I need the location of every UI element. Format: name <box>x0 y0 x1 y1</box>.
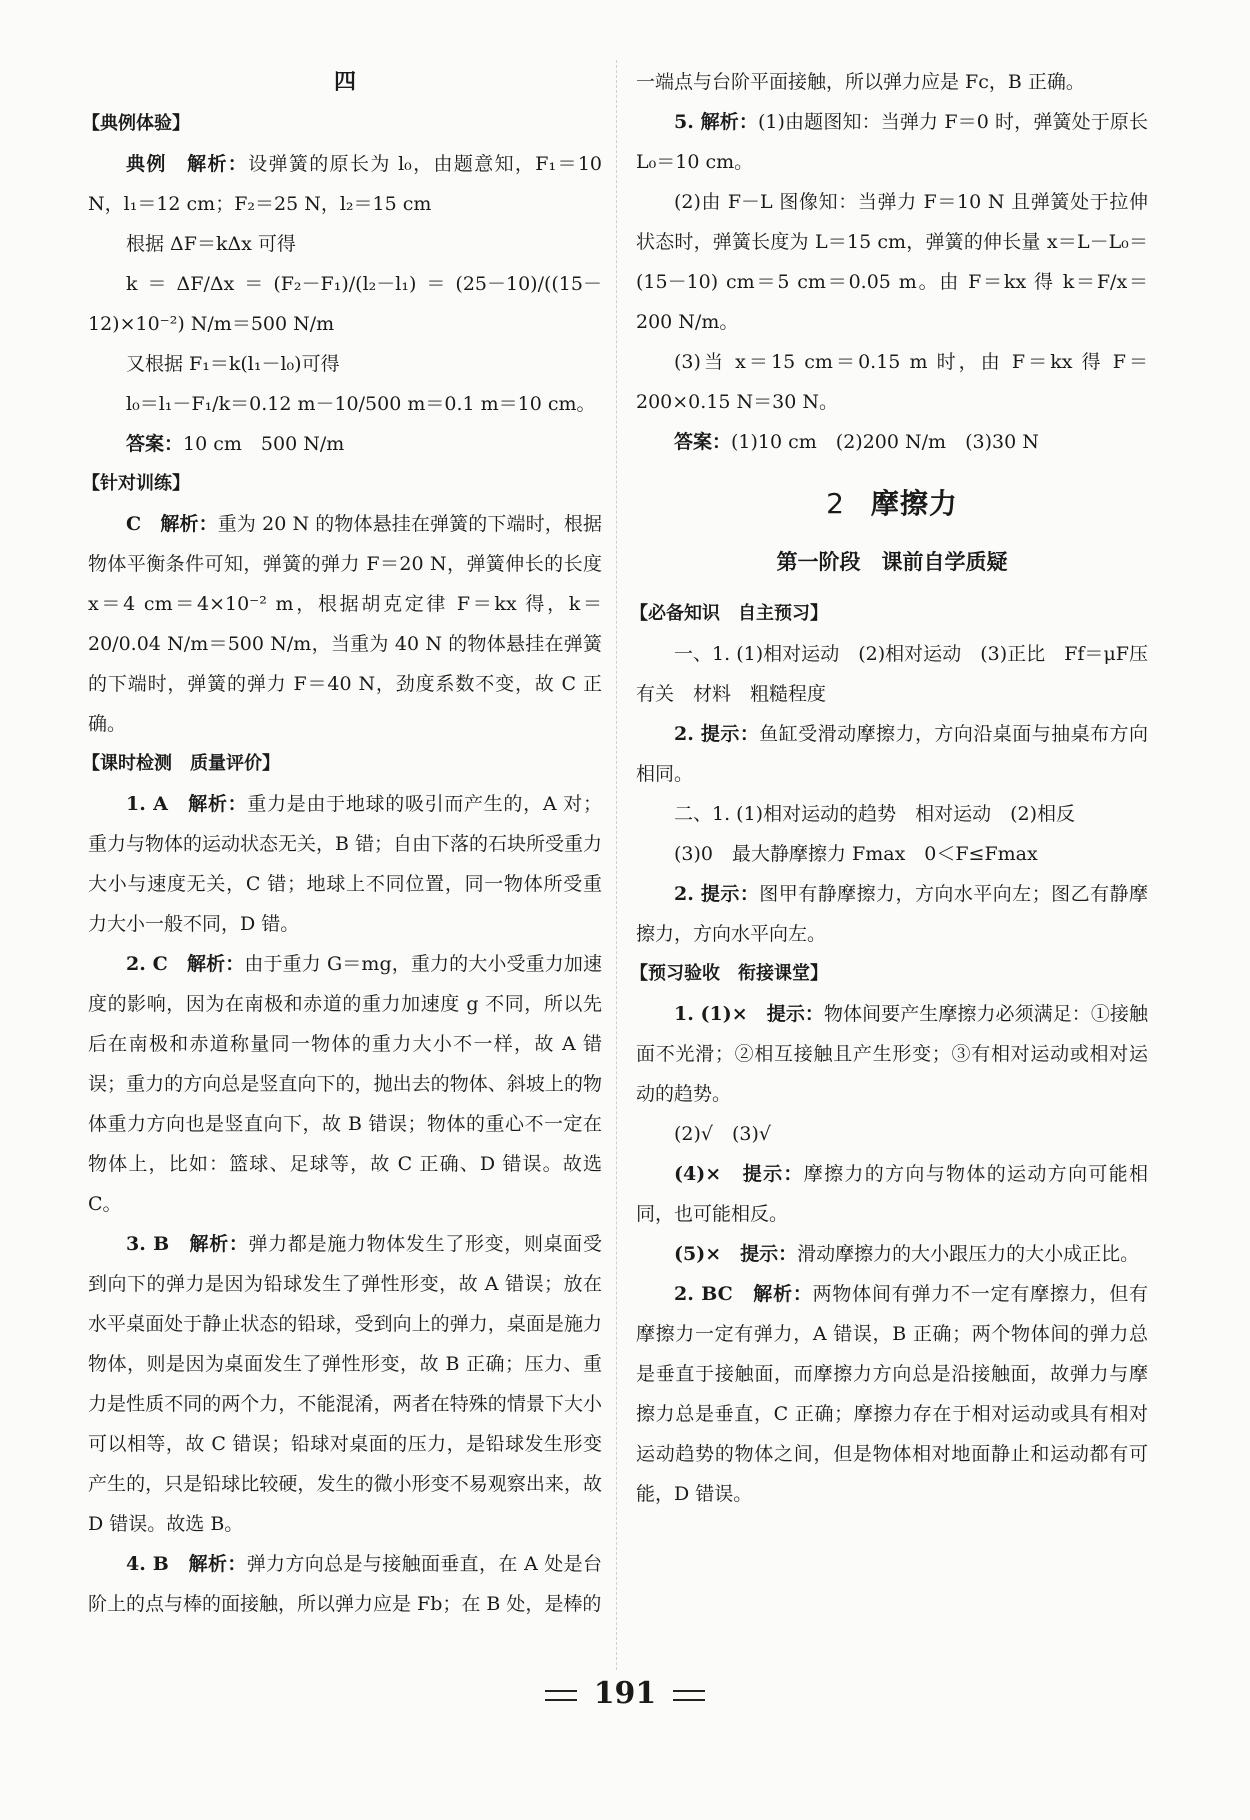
example-para-4: 又根据 F₁＝k(l₁－l₀)可得 <box>126 353 340 375</box>
knowledge-3: 二、1. (1)相对运动的趋势 相对运动 (2)相反 <box>674 803 1075 825</box>
preview-4: (5)× 提示：滑动摩擦力的大小跟压力的大小成正比。 <box>674 1243 1140 1265</box>
question-3: 3. B 解析：弹力都是施力物体发生了形变，则桌面受到向下的弹力是因为铅球发生了弹性形变，故 A 错误；放在水平桌面处于静止状态的铅球，受到向上的弹力，桌面是施力物体，则是因为桌面发生了弹性形变，故 B 正确；压力、重力是性质不同的两个力，不能混淆，两者在特殊的情景下大小可以相等，故 C 错误；铅球对桌面的压力，是铅球发生形变产生的，只是铅球比较硬，发生的微小形变不易观察出来，故 D 错误。故选 B。 <box>88 1233 602 1535</box>
heading-training: 【针对训练】 <box>82 473 190 494</box>
question-5-part-3: (3)当 x＝15 cm＝0.15 m 时，由 F＝kx 得 F＝200×0.15 N＝30 N。 <box>636 351 1148 413</box>
knowledge-4: (3)0 最大静摩擦力 Fmax 0＜F≤Fmax <box>674 843 1038 865</box>
question-5-part-1: 5. 解析：(1)由题图知：当弹力 F＝0 时，弹簧处于原长 L₀＝10 cm。 <box>636 111 1148 173</box>
question-1: 1. A 解析：重力是由于地球的吸引而产生的，A 对；重力与物体的运动状态无关，B 错；自由下落的石块所受重力大小与速度无关，C 错；地球上不同位置，同一物体所受重力大小一般不同，D 错。 <box>88 793 603 935</box>
question-2: 2. C 解析：由于重力 G＝mg，重力的大小受重力加速度的影响，因为在南极和赤道的重力加速度 g 不同，所以先后在南极和赤道称量同一物体的重力大小不一样，故 A 错误；重力的方向总是竖直向下的，抛出去的物体、斜坡上的物体重力方向也是竖直向下，故 B 错误；物体的重心不一定在物体上，比如：篮球、足球等，故 C 正确、D 错误。故选 C。 <box>88 953 602 1215</box>
example-answer: 答案：10 cm 500 N/m <box>126 433 345 455</box>
preview-3: (4)× 提示：摩擦力的方向与物体的运动方向可能相同，也可能相反。 <box>636 1163 1148 1225</box>
training-para: C 解析：重为 20 N 的物体悬挂在弹簧的下端时，根据物体平衡条件可知，弹簧的弹力 F＝20 N，弹簧伸长的长度 x＝4 cm＝4×10⁻² m，根据胡克定律 F＝kx 得，k＝20/0.04 N/m＝500 N/m，当重为 40 N 的物体悬挂在弹簧的下端时，弹簧的弹力 F＝40 N，劲度系数不变，故 C 正确。 <box>88 513 603 735</box>
page-number-rule-left <box>545 1690 577 1701</box>
example-formula-l0: l₀＝l₁－F₁/k＝0.12 m－10/500 m＝0.1 m＝10 cm。 <box>126 393 596 415</box>
example-para-2: 根据 ΔF＝kΔx 可得 <box>126 233 296 255</box>
heading-preview: 【预习验收 衔接课堂】 <box>630 963 828 984</box>
heading-check: 【课时检测 质量评价】 <box>82 753 280 774</box>
section-marker: 四 <box>333 69 356 95</box>
question-5-part-2: (2)由 F－L 图像知：当弹力 F＝10 N 且弹簧处于拉伸状态时，弹簧长度为 L＝15 cm，弹簧的伸长量 x＝L－L₀＝(15－10) cm＝5 cm＝0.05 m。由 F＝kx 得 k＝F/x＝200 N/m。 <box>636 191 1148 333</box>
preview-2: (2)√ (3)√ <box>674 1123 772 1145</box>
heading-knowledge: 【必备知识 自主预习】 <box>630 603 828 624</box>
stage-title: 第一阶段 课前自学质疑 <box>776 550 1008 574</box>
page-number-rule-right <box>673 1690 705 1701</box>
question-5-answer: 答案：(1)10 cm (2)200 N/m (3)30 N <box>674 431 1039 453</box>
knowledge-5: 2. 提示：图甲有静摩擦力，方向水平向左；图乙有静摩擦力，方向水平向左。 <box>636 883 1148 945</box>
knowledge-2: 2. 提示：鱼缸受滑动摩擦力，方向沿桌面与抽桌布方向相同。 <box>636 723 1148 785</box>
column-divider <box>616 60 617 1670</box>
preview-1: 1. (1)× 提示：物体间要产生摩擦力必须满足：①接触面不光滑；②相互接触且产生形变；③有相对运动或相对运动的趋势。 <box>636 1003 1148 1105</box>
example-lead: 典例 解析： <box>126 153 249 175</box>
heading-example: 【典例体验】 <box>82 113 190 134</box>
example-formula-k: k＝ΔF/Δx＝(F₂－F₁)/(l₂－l₁)＝(25－10)/((15－12)×10⁻²) N/m＝500 N/m <box>88 273 602 335</box>
question-4-continued: 一端点与台阶平面接触，所以弹力应是 Fc，B 正确。 <box>636 71 1085 93</box>
right-column <box>630 62 1168 1514</box>
page-number: 191 <box>0 1676 1250 1711</box>
chapter-title: 2 摩擦力 <box>826 487 958 520</box>
example-para-1: 典例 解析：设弹簧的原长为 l₀，由题意知，F₁＝10 N，l₁＝12 cm；F₂＝25 N，l₂＝15 cm <box>88 153 602 215</box>
training-lead: C 解析： <box>126 513 218 535</box>
knowledge-1: 一、1. (1)相对运动 (2)相对运动 (3)正比 Ff＝μF压 有关 材料 粗糙程度 <box>636 643 1168 705</box>
question-4: 4. B 解析：弹力方向总是与接触面垂直，在 A 处是台阶上的点与棒的面接触，所以弹力应是 Fb；在 B 处，是棒的 <box>88 1553 602 1615</box>
preview-5: 2. BC 解析：两物体间有弹力不一定有摩擦力，但有摩擦力一定有弹力，A 错误，B 正确；两个物体间的弹力总是垂直于接触面，而摩擦力方向总是沿接触面，故弹力与摩擦力总是垂直，C 正确；摩擦力存在于相对运动或具有相对运动趋势的物体之间，但是物体相对地面静止和运动都有可能，D 错误。 <box>636 1283 1148 1505</box>
left-column <box>82 62 603 1624</box>
